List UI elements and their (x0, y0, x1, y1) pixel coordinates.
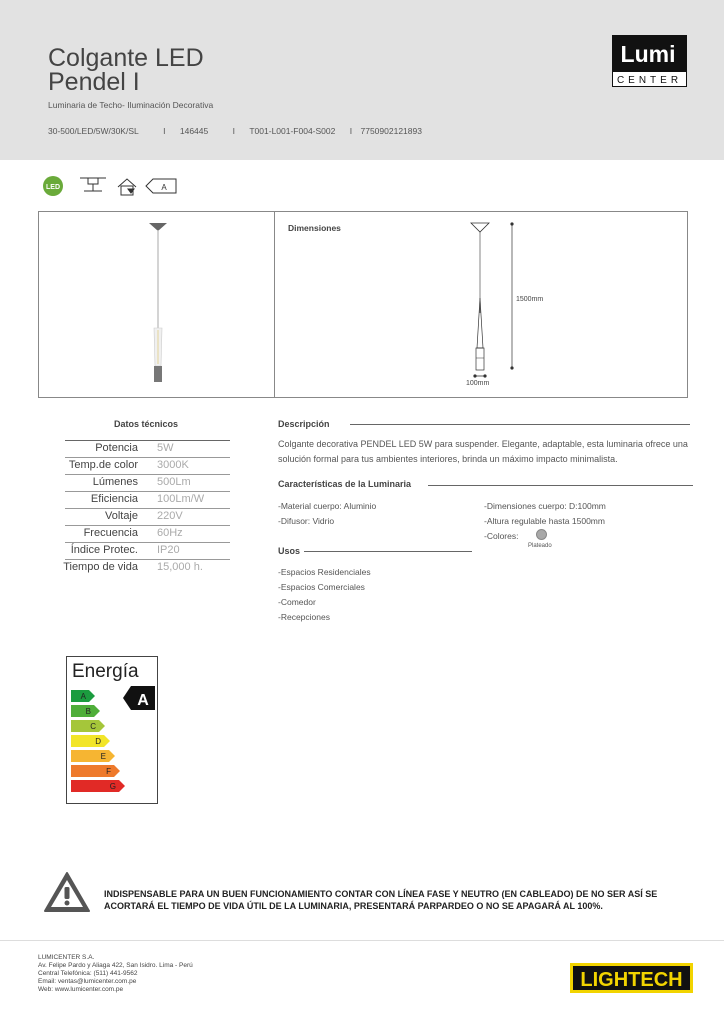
logo-text-top: Lumi (620, 41, 676, 67)
code-barcode: 7750902121893 (360, 126, 422, 136)
spec-key: Voltaje (104, 510, 138, 522)
spec-value: 220V (157, 510, 183, 522)
product-title (48, 46, 204, 94)
energy-bar-letter: G (109, 782, 116, 791)
spec-key: Tiempo de vida (63, 561, 138, 573)
characteristic-item: -Altura regulable hasta 1500mm (484, 516, 605, 526)
energy-rating-letter: A (137, 692, 149, 709)
ceiling-mount-icon (80, 178, 106, 191)
description-title: Descripción (278, 419, 330, 429)
dimension-drawing (460, 218, 530, 388)
energy-label (66, 656, 158, 804)
characteristic-item: -Dimensiones cuerpo: D:100mm (484, 501, 606, 511)
spec-value: IP20 (157, 544, 180, 556)
characteristic-item: -Difusor: Vidrio (278, 516, 335, 526)
energy-bar-g (71, 780, 125, 792)
energy-bar-letter: C (90, 722, 96, 731)
use-item: -Espacios Residenciales (278, 567, 371, 577)
spec-row (65, 441, 230, 458)
footer-rule (0, 940, 724, 941)
company-email: Email: ventas@lumicenter.com.pe (38, 978, 137, 985)
energy-bar-letter: B (85, 707, 91, 716)
color-swatch (536, 529, 547, 540)
spec-value: 60Hz (157, 527, 183, 539)
product-subtitle: Luminaria de Techo- Iluminación Decorativa (48, 100, 214, 110)
product-codes (48, 126, 422, 136)
code-reference: T001-L001-F004-S002 (249, 126, 336, 136)
use-item: -Recepciones (278, 612, 330, 622)
lightech-logo (570, 963, 693, 993)
warning-text: INDISPENSABLE PARA UN BUEN FUNCIONAMIENTO CONTAR CON LÍNEA FASE Y NEUTRO (EN CABLEADO) DE NO SER ASÍ SE ACORTARÁ EL TIEMPO DE VIDA ÚTIL DE LA LUMINARIA, PRESENTARÁ PARPARDEO O NO SE APAGARÁ AL 100%. (104, 889, 658, 911)
spec-value: 500Lm (157, 476, 191, 488)
spec-row (65, 492, 230, 509)
lightech-logo-text: LIGHTECH (580, 969, 683, 991)
code-separator: I (163, 126, 166, 136)
specs-title: Datos técnicos (114, 419, 179, 429)
energy-bar-letter: D (95, 737, 101, 746)
characteristics-rule (428, 485, 693, 486)
code-sku: 146445 (179, 126, 209, 136)
led-badge-icon (43, 176, 63, 196)
height-dimension-label: 1500mm (516, 296, 544, 303)
energy-bar-e (71, 750, 115, 762)
characteristic-item: -Colores: (484, 531, 519, 541)
spec-key: Temp.de color (68, 459, 138, 471)
spec-key: Frecuencia (83, 527, 138, 539)
dimensions-title: Dimensiones (288, 223, 341, 233)
spec-row (65, 458, 230, 475)
feature-icons (42, 175, 182, 199)
lumicenter-logo (612, 35, 687, 87)
spec-key: Lúmenes (92, 476, 138, 488)
color-swatch-label: Plateado (528, 543, 552, 549)
spec-row (65, 475, 230, 492)
box-divider (274, 212, 275, 397)
spec-row (65, 560, 230, 576)
company-phone: Central Telefónica: (511) 441-9562 (38, 970, 138, 977)
company-address: Av. Felipe Pardo y Aliaga 422, San Isidro. Lima - Perú (38, 962, 193, 969)
code-separator: I (232, 126, 235, 136)
description-rule (350, 424, 690, 425)
spec-value: 3000K (157, 459, 189, 471)
title-line-1: Colgante LED (48, 44, 204, 72)
energy-bar-d (71, 735, 110, 747)
logo-text-bottom: CENTER (616, 75, 683, 86)
characteristic-item: -Material cuerpo: Aluminio (278, 501, 377, 511)
company-web: Web: www.lumicenter.com.pe (38, 986, 124, 993)
product-photo (140, 218, 180, 394)
use-item: -Espacios Comerciales (278, 582, 365, 592)
spec-row (65, 543, 230, 560)
description-text: Colgante decorativa PENDEL LED 5W para suspender. Elegante, adaptable, esta luminaria ofrece una solución formal para tus ambientes interiores, brinda un máximo impacto minimalista. (278, 439, 688, 464)
energy-title: Energía (72, 661, 139, 682)
svg-text:A: A (161, 183, 167, 192)
energy-rating-badge (123, 686, 155, 710)
svg-text:LED: LED (46, 184, 60, 191)
spec-value: 100Lm/W (157, 493, 205, 505)
spec-key: Potencia (95, 442, 138, 454)
energy-bar-c (71, 720, 105, 732)
width-dimension-label: 100mm (466, 380, 490, 387)
uses-rule (304, 551, 472, 552)
energy-scale (67, 657, 159, 805)
energy-bar-letter: F (106, 767, 111, 776)
company-name: LUMICENTER S.A. (38, 954, 95, 961)
uses-title: Usos (278, 546, 301, 556)
title-line-2: Pendel I (48, 68, 140, 96)
energy-bar-f (71, 765, 120, 777)
code-model: 30-500/LED/5W/30K/SL (48, 126, 139, 136)
spec-row (65, 509, 230, 526)
code-separator: I (349, 126, 353, 136)
energy-bar-letter: A (80, 692, 86, 701)
indoor-house-icon (118, 179, 136, 195)
spec-key: Índice Protec. (70, 544, 138, 556)
spec-key: Eficiencia (90, 493, 138, 505)
use-item: -Comedor (278, 597, 316, 607)
company-info (38, 954, 193, 994)
energy-class-tag-icon (146, 179, 176, 193)
product-image-box (38, 211, 688, 398)
characteristics-title: Características de la Luminaria (278, 479, 412, 489)
warning-icon (42, 870, 92, 914)
spec-value: 15,000 h. (157, 561, 203, 573)
spec-value: 5W (157, 442, 174, 454)
energy-bar-letter: E (100, 752, 106, 761)
spec-row (65, 526, 230, 543)
